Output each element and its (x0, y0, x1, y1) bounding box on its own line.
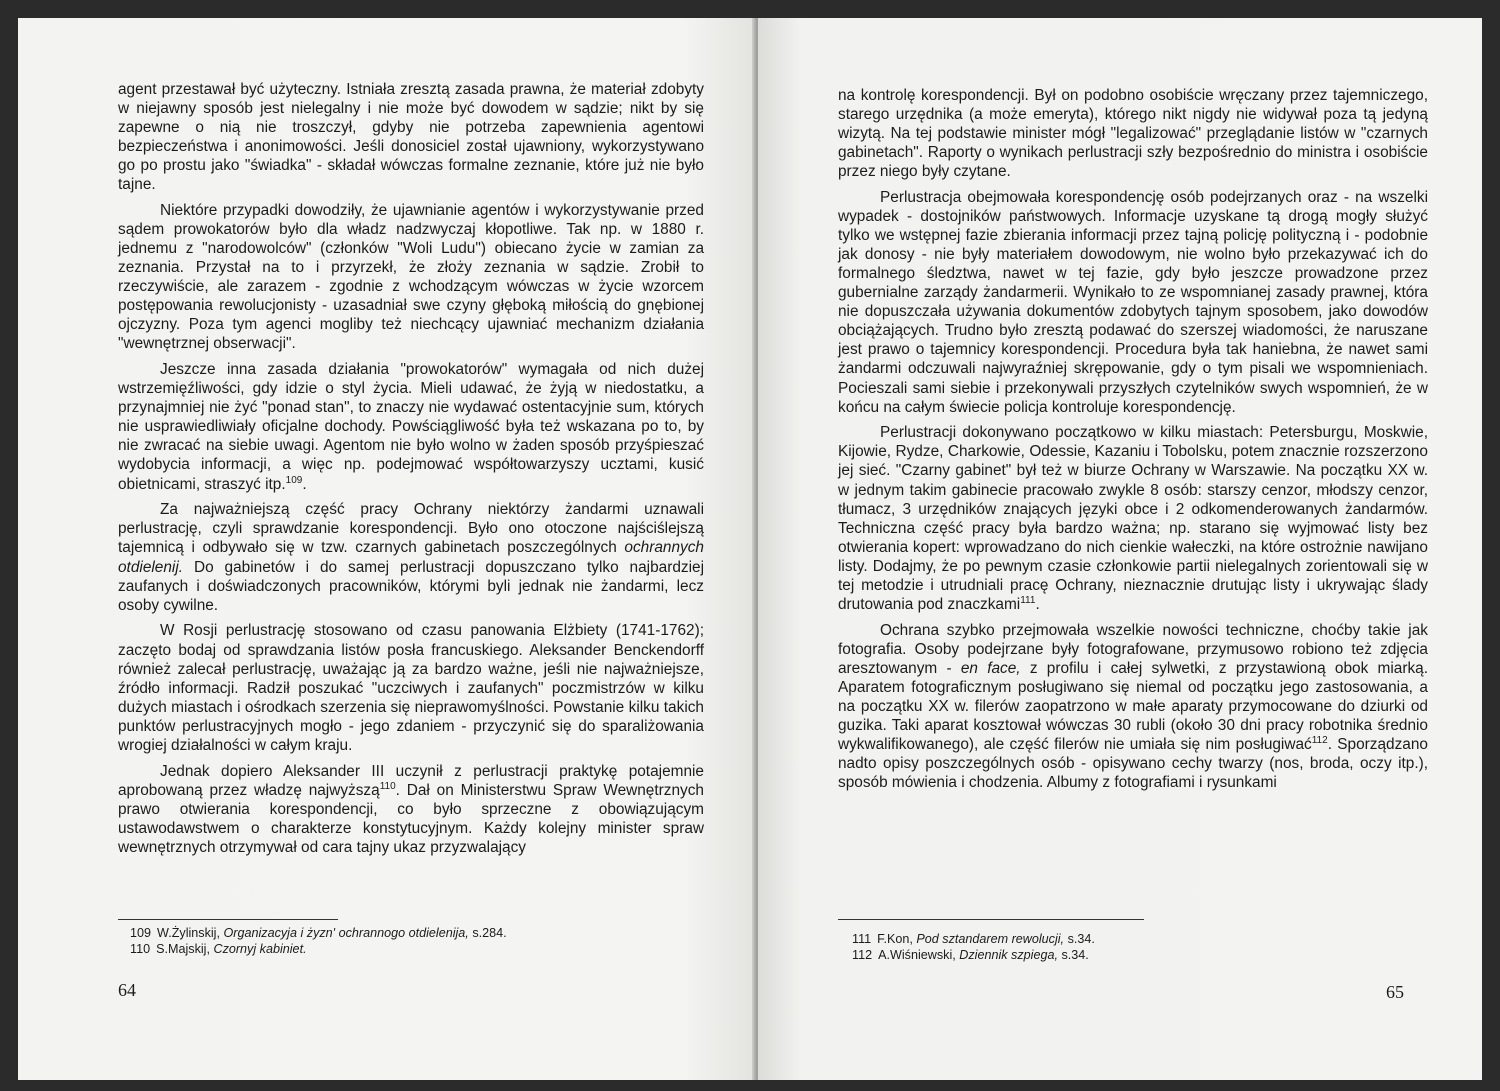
footnote-ref: 112 (1311, 734, 1328, 746)
page-number: 64 (118, 980, 136, 1000)
paragraph: Perlustracja obejmowała korespondencję osób podejrzanych oraz - na wszelki wypadek - dostojników państwowych. Informacje uzyskane tą drogą mogły służyć tylko we wstępnej fazie zbierania informacji przez tajną policję polityczną i - podobnie jak donosy - nie były materiałem dowodowym, nie wolno było przekazywać ich do formalnego śledztwa, nawet w tej fazie, gdy było jeszcze prowadzone przez gubernialne zarządy żandarmerii. Wynikało to ze wspomnianej zasady prawnej, która nie dopuszczała używania dokumentów zdobytych tajnym sposobem, jako dowodów obciążających. Trudno było zresztą podawać do szerszej wiadomości, że naruszane jest prawo o tajemnicy korespondencji. Procedura była tak haniebna, że nawet sami żandarmi odczuwali najwyraźniej skrępowanie, gdy o tym pisali we wspomnieniach. Pocieszali sami siebie i przekonywali przyszłych czytelników swych wspomnień, że w końcu na całym świecie policja kontroluje korespondencję. (838, 189, 1428, 416)
paragraph: Niektóre przypadki dowodziły, że ujawnianie agentów i wykorzystywanie przed sądem prowokatorów było dla władz nadzwyczaj kłopotliwe. Tak np. w 1880 r. jednemu z "narodowolców" (członków "Woli Ludu") obiecano życie w zamian za zeznania. Przystał na to i przyrzekł, że złoży zeznania w sądzie. Zrobił to rzeczywiście, ale zarazem - zgodnie z wchodzącym wówczas w życie wzorcem postępowania rewolucjonisty - uzasadniał swe czyny głęboką miłością do gnębionej ojczyzny. Poza tym agenci mogliby też niechcący ujawniać mechanizm działania "wewnętrznej obserwacji". (118, 202, 704, 353)
page-number: 65 (1386, 982, 1404, 1002)
paragraph: agent przestawał być użyteczny. Istniała zresztą zasada prawna, że materiał zdobyty w niejawny sposób jest nielegalny i nie może być dowodem w sądzie; nikt by się zapewne o nią nie troszczył, gdyby nie potrzeba zapewnienia agentowi bezpieczeństwa i anonimowości. Jeśli donosiciel został ujawniony, wykorzystywano go po prostu jako "świadka" - składał wówczas formalne zeznanie, które już nie było tajne. (118, 81, 704, 194)
right-page (758, 18, 1482, 1080)
right-page-body (838, 86, 1428, 799)
book-spread (18, 18, 1482, 1080)
paragraph: Za najważniejszą część pracy Ochrany niektórzy żandarmi uznawali perlustrację, czyli sprawdzanie korespondencji. Było ono otoczone najściślejszą tajemnicą i odbywało się w tzw. czarnych gabinetach poszczególnych ochrannych otdielenij. Do gabinetów i do samej perlustracji dopuszczano tylko najbardziej zaufanych i doświadczonych pracowników, którymi byli jednak nie żandarmi, lecz osoby cywilne. (118, 501, 704, 614)
paragraph: W Rosji perlustrację stosowano od czasu panowania Elżbiety (1741-1762); zaczęto bodaj od sprawdzania listów posła francuskiego. Aleksander Benckendorff również zalecał perlustrację, uważając ją za bardzo ważne, jeśli nie najważniejsze, źródło informacji. Radził poszukać "uczciwych i zaufanych" poczmistrzów w kilku dużych miastach i ośrodkach szerzenia się nieprawomyślności. Powstanie kilku takich punktów perlustracyjnych mogło - jego zdaniem - przyczynić się do sparaliżowania wrogiej działalności w całym kraju. (118, 622, 704, 754)
left-page-body (118, 80, 704, 864)
footnote-ref: 110 (379, 780, 396, 792)
footnotes (852, 931, 1095, 963)
footnotes (130, 925, 507, 957)
footnote-rule (838, 919, 1144, 920)
paragraph: Jeszcze inna zasada działania "prowokatorów" wymagała od nich dużej wstrzemięźliwości, gdy idzie o styl życia. Mieli udawać, że żyją w niedostatku, a przynajmniej nie żyć "ponad stan", to znaczy nie wydawać ostentacyjnie sum, których nie usprawiedliwiały oficjalne dochody. Powściągliwość była też wskazana po to, by nie zwracać na siebie uwagi. Agentom nie było wolno w żaden sposób przyśpieszać wydobycia informacji, a więc np. podejmować współtowarzyszy ucztami, kusić obietnicami, straszyć itp.$^{109}$. (118, 361, 704, 493)
paragraph: Jednak dopiero Aleksander III uczynił z perlustracji praktykę potajemnie aprobowaną przez władzę najwyższą$^{110}$. Dał on Ministerstwu Spraw Wewnętrznych prawo otwierania korespondencji, co było sprzeczne z obowiązującym ustawodawstwem o charakterze konstytucyjnym. Każdy kolejny minister spraw wewnętrznych otrzymywał od cara tajny ukaz przyzwalający (118, 762, 704, 856)
footnote: 111 F.Kon, Pod sztandarem rewolucji, s.34. (852, 932, 1095, 946)
footnote: 110 S.Majskij, Czornyj kabiniet. (130, 942, 307, 956)
footnote: 112 A.Wiśniewski, Dziennik szpiega, s.34. (852, 948, 1089, 962)
paragraph: na kontrolę korespondencji. Był on podobno osobiście wręczany przez tajemniczego, starego urzędnika (a może emeryta), którego nikt nigdy nie widywał poza tą jedyną wizytą. Na tej podstawie minister mógł "legalizować" przeglądanie listów w "czarnych gabinetach". Raporty o wynikach perlustracji szły bezpośrednio do ministra i osobiście przez niego były czytane. (838, 87, 1428, 181)
paragraph: Perlustracji dokonywano początkowo w kilku miastach: Petersburgu, Moskwie, Kijowie, Rydze, Charkowie, Odessie, Kazaniu i Tobolsku, potem znacznie rozszerzono jej sieć. "Czarny gabinet" był też w biurze Ochrany w Warszawie. Na początku XX w. w jednym takim gabinecie pracowało zwykle 8 osób: starszy cenzor, młodszy cenzor, tłumacz, 3 urzędników znających języki obce i 2 odkomenderowanych żandarmów. Techniczna część pracy była bardzo ważna; np. starano się wyjmować listy bez otwierania kopert: wprowadzano do nich cienkie wałeczki, na które ostrożnie nawijano listy. Dodajmy, że po pewnym czasie członkowie partii nielegalnych zorientowali się w tej metodzie i utrudniali pracę Ochrany, nieznacznie drutując listy i ukrywając ślady drutowania pod znaczkami$^{111}$. (838, 424, 1428, 613)
footnote-rule (118, 919, 338, 920)
paragraph: Ochrana szybko przejmowała wszelkie nowości techniczne, choćby takie jak fotografia. Osoby podejrzane były fotografowane, przymusowo robiono też zdjęcia aresztowanym - en face, z profilu i całej sylwetki, z przystawioną obok miarką. Aparatem fotograficznym posługiwano się niemal od początku jego zastosowania, a na początku XX w. filerów zaopatrzono w małe aparaty przymocowane do dziurki od guzika. Taki aparat kosztował wówczas 30 rubli (około 30 dni pracy robotnika średnio wykwalifikowanego), ale część filerów nie umiała się nim posługiwać$^{112}$. Sporządzano nadto opisy poszczególnych osób - opisywano cechy twarzy (nos, broda, oczy itp.), sposób mówienia i chodzenia. Albumy z fotografiami i rysunkami (838, 621, 1428, 792)
left-page (18, 18, 758, 1080)
footnote: 109 W.Żylinskij, Organizacyja i żyzn' ochrannogo otdielenija, s.284. (130, 926, 507, 940)
footnote-ref: 109 (285, 474, 303, 486)
footnote-ref: 111 (1020, 594, 1036, 606)
